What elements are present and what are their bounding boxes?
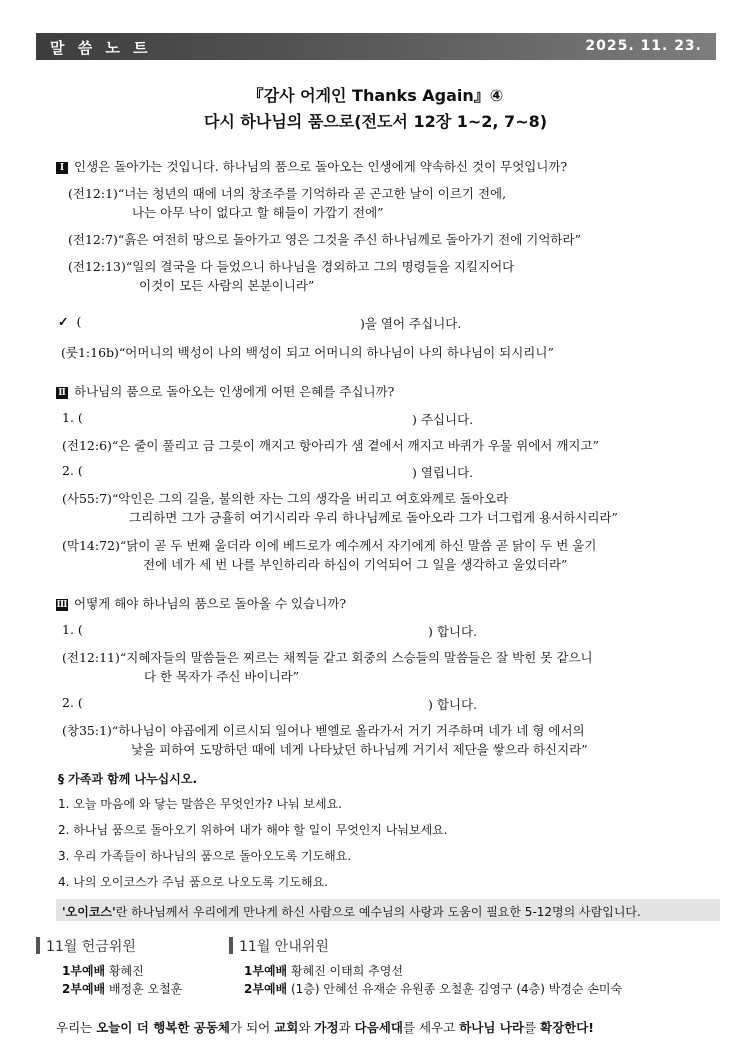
- service-label: 1부예배: [62, 964, 106, 978]
- section-number-badge: Ⅲ: [56, 600, 68, 610]
- section1-question: [56, 157, 567, 175]
- motto-emphasis: 가정: [314, 1020, 339, 1035]
- verse-ref: (전12:1): [68, 186, 118, 201]
- motto-text: 를 세우고: [402, 1020, 460, 1035]
- header-label: 말 씀 노 트: [50, 39, 152, 57]
- verse-continuation: 낯을 피하여 도망하던 때에 네게 나타났던 하나님께 거기서 제단을 쌓으라 하신지라”: [131, 742, 588, 757]
- verse-ref: (막14:72): [62, 538, 120, 553]
- verse-continuation: 다 한 목자가 주신 바이니라”: [144, 669, 300, 684]
- verse-row: [68, 230, 581, 248]
- verse-text: “하나님이 야곱에게 이르시되 일어나 벧엘로 올라가서 거기 거주하며 네가 네 형 에서의: [111, 723, 585, 738]
- motto-emphasis: 확장한다!: [540, 1020, 595, 1035]
- motto-text: 우리는: [56, 1020, 97, 1035]
- verse-row: [62, 648, 593, 666]
- verse-continuation: 그리하면 그가 긍휼히 여기시리라 우리 하나님께로 돌아오라 그가 너그럽게 용서하시리라”: [129, 510, 618, 525]
- verse-row: [62, 536, 596, 554]
- verse-continuation: 이것이 모든 사람의 본분이니라”: [139, 278, 315, 293]
- verse-text: “흙은 여전히 땅으로 돌아가고 영은 그것을 주신 하나님께로 돌아가기 전에 기억하라”: [117, 232, 581, 247]
- verse-ref: (사55:7): [62, 491, 112, 506]
- blank-tail: ) 합니다.: [428, 697, 478, 712]
- header-bar: [36, 33, 716, 60]
- member-names: (1층) 안혜선 유재순 유원종 오철훈 김영구 (4층) 박경순 손미숙: [290, 982, 623, 996]
- offering-committee-title: [36, 936, 136, 956]
- member-names: 배정훈 오철훈: [108, 982, 183, 996]
- service-label: 2부예배: [62, 982, 106, 996]
- church-motto: [56, 1018, 594, 1036]
- motto-emphasis: 하나님 나라: [459, 1020, 524, 1035]
- verse-text: “악인은 그의 길을, 불의한 자는 그의 생각을 버리고 여호와께로 돌아오라: [111, 491, 509, 506]
- verse-continuation: 전에 네가 세 번 나를 부인하리라 하심이 기억되어 그 일을 생각하고 울었더라”: [143, 557, 568, 572]
- member-names: 황혜진 이태희 추영선: [290, 964, 403, 978]
- blank-tail: )을 열어 주십니다.: [360, 316, 462, 331]
- verse-text: “너는 청년의 때에 너의 창조주를 기억하라 곧 곤고한 날이 이르기 전에,: [117, 186, 507, 201]
- verse-text: “어머니의 백성이 나의 백성이 되고 어머니의 하나님이 나의 하나님이 되시리니”: [118, 345, 554, 360]
- committee-row: [244, 962, 403, 979]
- check-icon: ✓: [58, 314, 69, 329]
- header-date: 2025. 11. 23.: [585, 38, 702, 54]
- verse-text: “지혜자들의 말씀들은 찌르는 채찍들 같고 회중의 스승들의 말씀들은 잘 박힌 못 같으니: [119, 650, 593, 665]
- question-text: 어떻게 해야 하나님의 품으로 돌아올 수 있습니까?: [74, 596, 347, 611]
- committee-title-text: 11월 헌금위원: [46, 939, 136, 955]
- family-item: 2. 하나님 품으로 돌아오기 위하여 내가 해야 할 일이 무엇인지 나눠보세요.: [58, 823, 448, 837]
- motto-text: 를: [523, 1020, 540, 1035]
- section3-question: [56, 594, 346, 612]
- oikos-note: [56, 899, 720, 921]
- oikos-definition: 란 하나님께서 우리에게 만나게 하신 사람으로 예수님의 사랑과 도움이 필요한 5-12명의 사람입니다.: [115, 905, 641, 919]
- verse-ref: (전12:6): [62, 438, 112, 453]
- verse-row: [62, 436, 599, 454]
- section-bar: [36, 937, 40, 954]
- section2-question: [56, 382, 394, 400]
- verse-row: [68, 257, 514, 275]
- usher-committee-title: [229, 936, 329, 956]
- verse-row: [62, 721, 585, 739]
- service-label: 2부예배: [244, 982, 288, 996]
- question-text: 하나님의 품으로 돌아오는 인생에게 어떤 은혜를 주십니까?: [74, 384, 395, 399]
- committee-title-text: 11월 안내위원: [239, 939, 329, 955]
- verse-ref: (룻1:16b): [61, 345, 119, 360]
- sermon-title: 다시 하나님의 품으로(전도서 12장 1~2, 7~8): [203, 112, 548, 131]
- verse-text: “은 줄이 풀리고 금 그릇이 깨지고 항아리가 샘 곁에서 깨지고 바퀴가 우물 위에서 깨지고”: [111, 438, 599, 453]
- family-item: 1. 오늘 마음에 와 닿는 말씀은 무엇인가? 나눠 보세요.: [58, 797, 342, 811]
- blank-open: 1. (: [62, 622, 83, 637]
- committee-row: [244, 980, 622, 997]
- question-text: 인생은 돌아가는 것입니다. 하나님의 품으로 돌아오는 인생에게 약속하신 것이 무엇입니까?: [74, 159, 568, 174]
- verse-continuation: 나는 아무 낙이 없다고 할 해들이 가깝기 전에”: [132, 205, 384, 220]
- motto-text: 과: [338, 1020, 355, 1035]
- verse-row: [68, 184, 506, 202]
- family-item: 3. 우리 가족들이 하나님의 품으로 돌아오도록 기도해요.: [58, 849, 352, 863]
- service-label: 1부예배: [244, 964, 288, 978]
- oikos-term: '오이코스': [62, 905, 116, 919]
- motto-emphasis: 교회: [274, 1020, 299, 1035]
- blank-open: 2. (: [62, 463, 83, 478]
- sermon-series-title: 『감사 어게인 Thanks Again』④: [247, 86, 504, 105]
- verse-ref: (전12:13): [68, 259, 126, 274]
- verse-text: “닭이 곧 두 번째 울더라 이에 베드로가 예수께서 자기에게 하신 말씀 곧 닭이 두 번 울기: [119, 538, 597, 553]
- section-number-badge: Ⅱ: [56, 387, 68, 399]
- blank-open: 1. (: [62, 410, 83, 425]
- committee-row: [62, 962, 144, 979]
- motto-text: 와: [298, 1020, 315, 1035]
- blank-open: 2. (: [62, 695, 83, 710]
- member-names: 황혜진: [108, 964, 144, 978]
- section-bar: [229, 937, 233, 954]
- section-number-badge: Ⅰ: [56, 162, 68, 174]
- committee-row: [62, 980, 182, 997]
- verse-ref: (전12:7): [68, 232, 118, 247]
- blank-open: (: [76, 314, 82, 329]
- verse-ref: (창35:1): [62, 723, 112, 738]
- blank-tail: ) 주십니다.: [412, 412, 474, 427]
- verse-text: “일의 결국을 다 들었으니 하나님을 경외하고 그의 명령들을 지킬지어다: [125, 259, 515, 274]
- blank-tail: ) 열립니다.: [412, 465, 474, 480]
- motto-emphasis: 다음세대: [354, 1020, 403, 1035]
- verse-row: [62, 489, 508, 507]
- verse-ref: (전12:11): [62, 650, 120, 665]
- fill-blank-row: [58, 314, 81, 329]
- family-heading: § 가족과 함께 나누십시오.: [58, 772, 198, 786]
- motto-emphasis: 오늘이 더 행복한 공동체: [96, 1020, 231, 1035]
- blank-tail: ) 합니다.: [428, 624, 478, 639]
- verse-row: [61, 343, 554, 361]
- family-item: 4. 나의 오이코스가 주님 품으로 나오도록 기도해요.: [58, 875, 328, 889]
- motto-text: 가 되어: [230, 1020, 275, 1035]
